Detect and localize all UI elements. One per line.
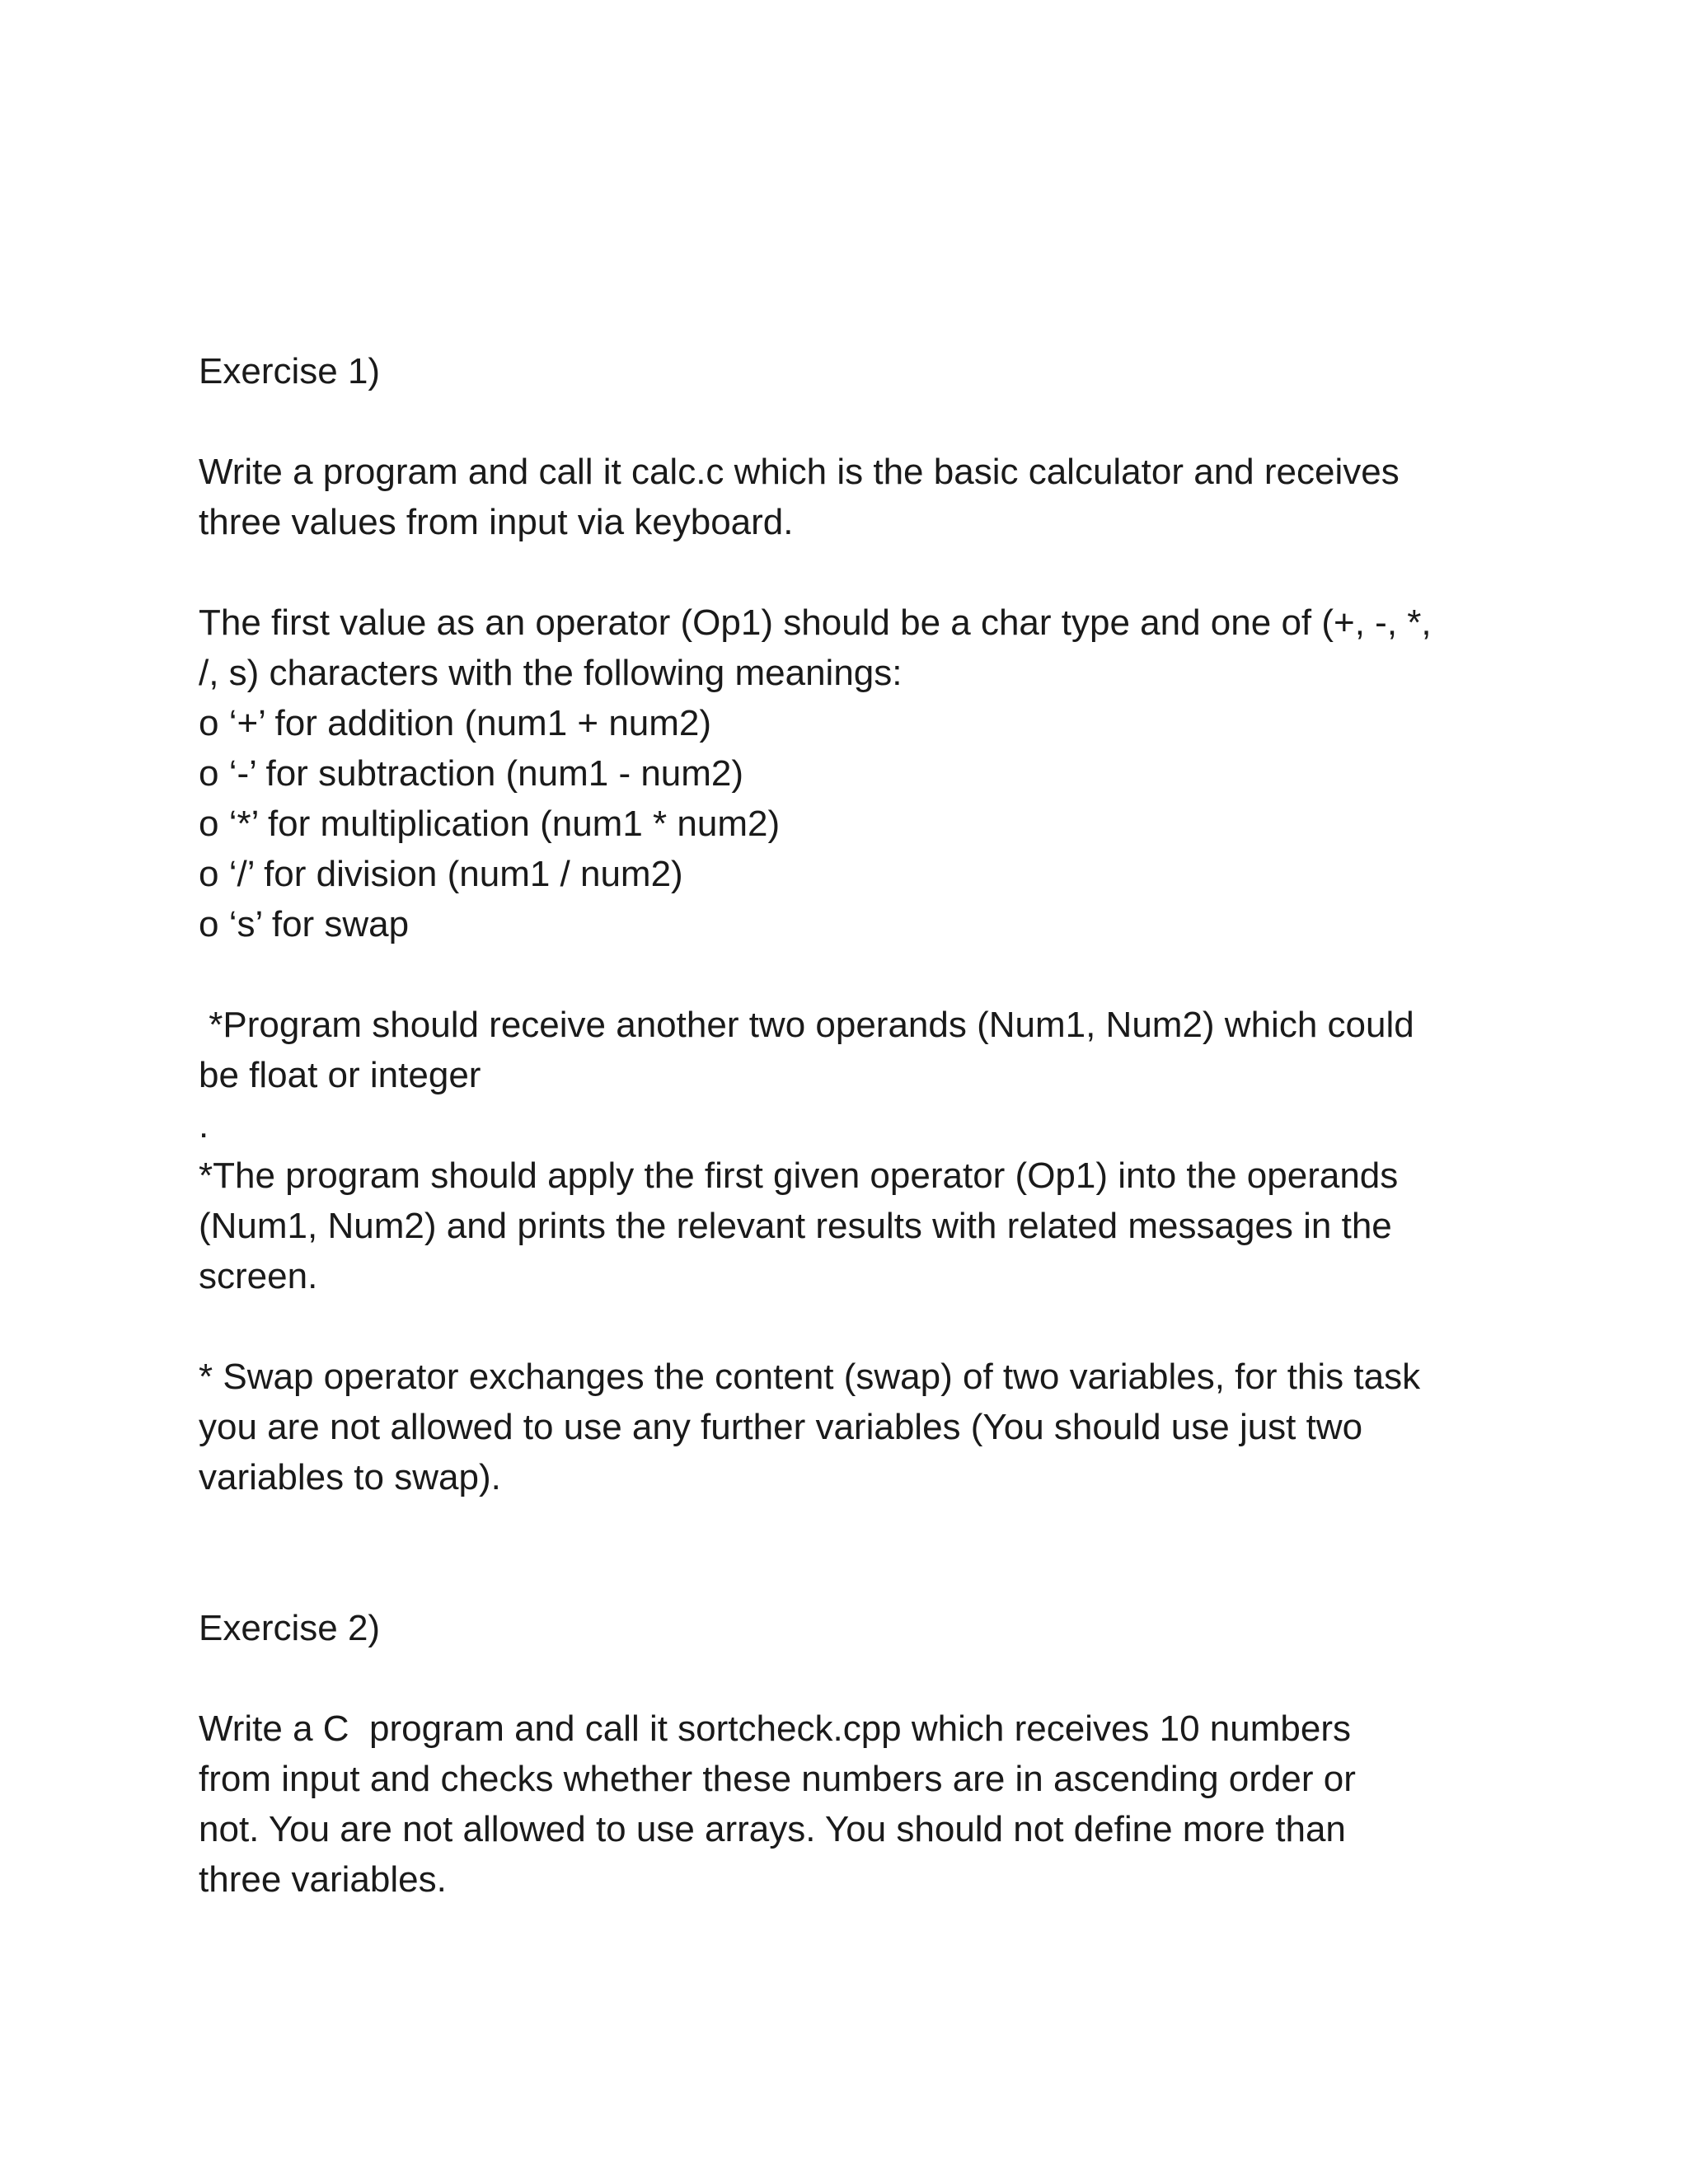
exercise-2-body-line: from input and checks whether these numbers are in ascending order or [199,1759,1356,1799]
spacer [199,949,1517,1000]
swap-note-line: you are not allowed to use any further variables (You should use just two [199,1407,1363,1447]
spacer [199,396,1517,447]
operator-list-item-division: o ‘/’ for division (num1 / num2) [199,854,683,894]
apply-note-line: screen. [199,1256,318,1296]
exercise-2-body-line: three variables. [199,1859,447,1900]
exercise-2-body-line: not. You are not allowed to use arrays. You should not define more than [199,1809,1346,1849]
document-content [199,346,1517,1905]
exercise-2-heading: Exercise 2) [199,1608,381,1648]
operator-list-item-addition: o ‘+’ for addition (num1 + num2) [199,703,712,743]
operator-list-item-subtraction: o ‘-’ for subtraction (num1 - num2) [199,753,744,794]
exercise-1-heading: Exercise 1) [199,351,381,391]
operator-intro-line: The first value as an operator (Op1) should be a char type and one of (+, -, *, [199,602,1432,643]
exercise-1-intro-line: Write a program and call it calc.c which is the basic calculator and receives [199,452,1400,492]
apply-note-line: (Num1, Num2) and prints the relevant results with related messages in the [199,1206,1392,1246]
spacer [199,1653,1517,1704]
spacer [199,1553,1517,1603]
spacer [199,1502,1517,1553]
apply-note-line: *The program should apply the first given operator (Op1) into the operands [199,1155,1399,1196]
operands-note-line: *Program should receive another two operands (Num1, Num2) which could [199,1005,1414,1045]
swap-note-line: variables to swap). [199,1457,501,1497]
operands-note-line: . [199,1105,209,1146]
operator-intro-line: /, s) characters with the following meanings: [199,653,903,693]
spacer [199,547,1517,598]
swap-note-line: * Swap operator exchanges the content (swap) of two variables, for this task [199,1357,1421,1397]
operator-list-item-swap: o ‘s’ for swap [199,904,410,944]
exercise-2-body-line: Write a C program and call it sortcheck.cpp which receives 10 numbers [199,1708,1351,1749]
operator-list-item-multiplication: o ‘*’ for multiplication (num1 * num2) [199,804,781,844]
spacer [199,1301,1517,1352]
exercise-1-intro-line: three values from input via keyboard. [199,502,794,542]
operands-note-line: be float or integer [199,1055,481,1095]
